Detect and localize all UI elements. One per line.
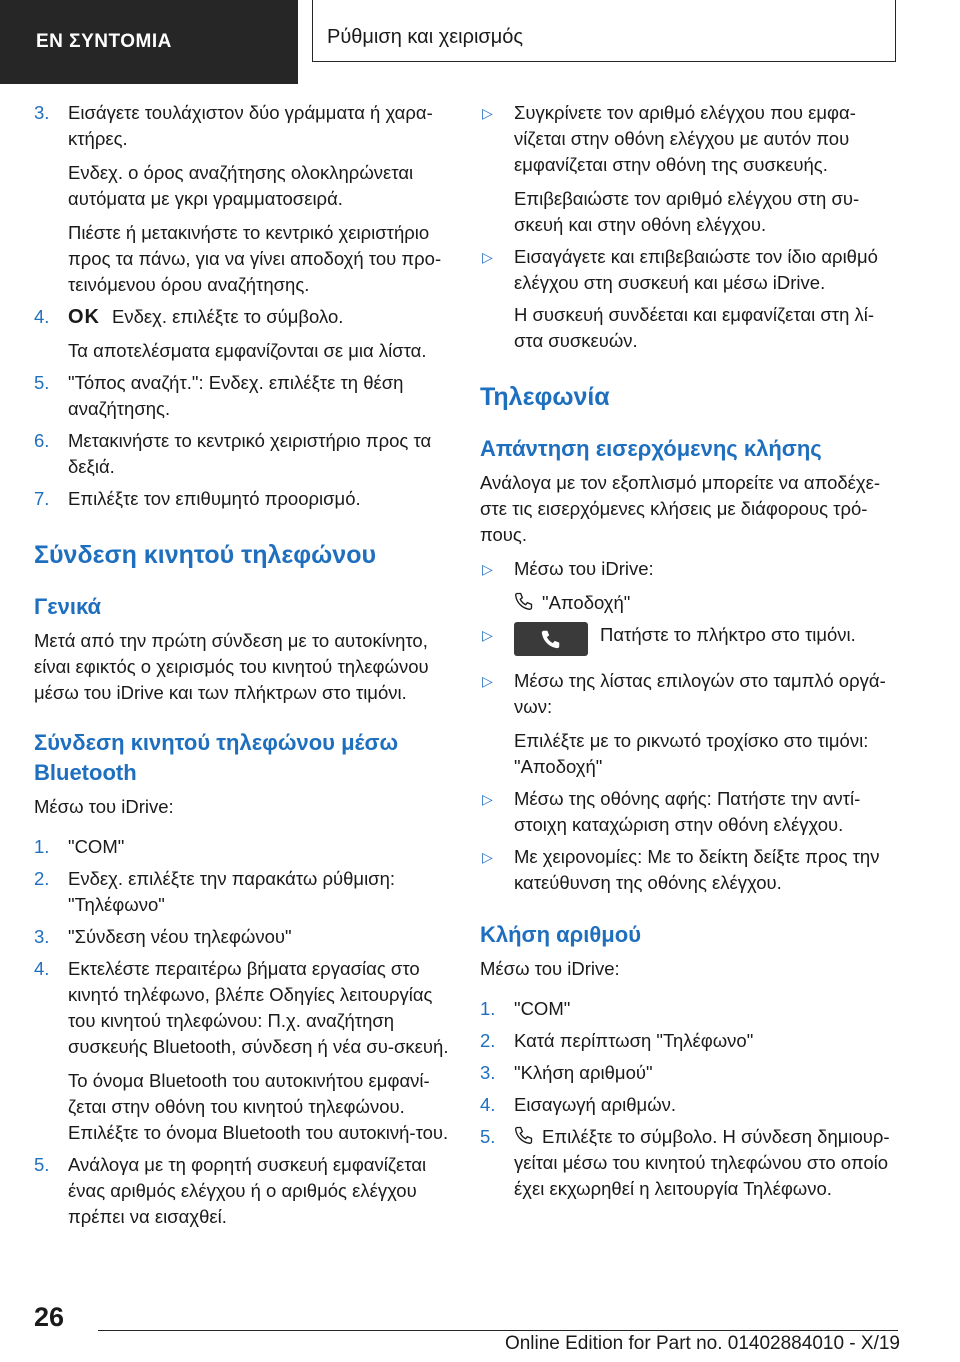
- list-item: [480, 1060, 900, 1086]
- bullet-triangle-icon: ▷: [482, 561, 493, 577]
- heading-connect-phone: Σύνδεση κινητού τηλεφώνου: [34, 541, 377, 569]
- section-tab: ΕΝ ΣΥΝΤΟΜΙΑ: [0, 0, 298, 84]
- call-steps: [480, 996, 900, 1202]
- step-number: 5.: [480, 1126, 496, 1147]
- step-text: "Σύνδεση νέου τηλεφώνου": [68, 926, 292, 947]
- step-text: Εκτελέστε περαιτέρω βήματα εργασίας στο κινητό τηλέφωνο, βλέπε Οδηγίες λειτουργίας του κινητού τηλεφώνου: Π.χ. αναζήτηση συσκευής Bluetooth, σύνδεση ή νέα συ-σκευή.: [68, 958, 449, 1057]
- bullet-triangle-icon: ▷: [482, 249, 493, 265]
- step-number: 4.: [480, 1094, 496, 1115]
- step-text: Ανάλογα με τη φορητή συσκευή εμφανίζεται ένας αριθμός ελέγχου ή ο αριθμός ελέγχου πρέπει να εισαχθεί.: [68, 1154, 427, 1227]
- list-item: [34, 486, 454, 512]
- paragraph-answer: Ανάλογα με τον εξοπλισμό μπορείτε να αποδέχε-στε τις εισερχόμενες κλήσεις με διάφορους τρό-πους.: [480, 472, 881, 545]
- list-item: [34, 428, 454, 480]
- heading-bluetooth: Σύνδεση κινητού τηλεφώνου μέσω Bluetooth: [34, 730, 399, 785]
- heading-general: Γενικά: [34, 594, 102, 619]
- bullet-item: [480, 668, 900, 780]
- bullet-triangle-icon: ▷: [482, 791, 493, 807]
- step-number: 6.: [34, 430, 50, 451]
- bullet-text: Μέσω της λίστας επιλογών στο ταμπλό οργά-νων:: [514, 670, 886, 717]
- bullet-text: Πατήστε το πλήκτρο στο τιμόνι.: [600, 624, 856, 645]
- step-text: Κατά περίπτωση "Τηλέφωνο": [514, 1030, 754, 1051]
- bullet-triangle-icon: ▷: [482, 849, 493, 865]
- page-number: 26: [34, 1302, 65, 1332]
- step-note: Τα αποτελέσματα εμφανίζονται σε μια λίστα.: [68, 340, 427, 361]
- bullet-item: [480, 786, 900, 838]
- list-item: [34, 370, 454, 422]
- step-text: "COM": [68, 836, 125, 857]
- bullet-item: [480, 622, 900, 656]
- step-note: Πιέστε ή μετακινήστε το κεντρικό χειριστήριο προς τα πάνω, για να γίνει αποδοχή του προ-τεινόμενου όρου αναζήτησης.: [68, 222, 442, 295]
- footer-edition: Online Edition for Part no. 01402884010 - X/19: [504, 1333, 900, 1354]
- page-header-title: Ρύθμιση και χειρισμός: [312, 0, 896, 62]
- step-number: 3.: [34, 102, 50, 123]
- list-item: [34, 956, 454, 1146]
- step-number: 5.: [34, 372, 50, 393]
- right-column: [480, 100, 900, 1208]
- list-item: [34, 866, 454, 918]
- step-number: 5.: [34, 1154, 50, 1175]
- ok-icon: OK: [68, 306, 100, 328]
- bullet-text: Εισαγάγετε και επιβεβαιώστε τον ίδιο αριθμό ελέγχου στη συσκευή και μέσω iDrive.: [514, 246, 878, 293]
- step-number: 7.: [34, 488, 50, 509]
- step-note: Ενδεχ. ο όρος αναζήτησης ολοκληρώνεται αυτόματα με γκρι γραμματοσειρά.: [68, 162, 414, 209]
- steering-phone-button-icon: [514, 622, 588, 656]
- step-text: "Κλήση αριθμού": [514, 1062, 653, 1083]
- step-text: "COM": [514, 998, 571, 1019]
- bullet-note: Επιλέξτε με το ρικνωτό τροχίσκο στο τιμόνι: "Αποδοχή": [514, 730, 869, 777]
- heading-telephony: Τηλεφωνία: [480, 383, 610, 411]
- step-number: 1.: [34, 836, 50, 857]
- list-item: [34, 304, 454, 364]
- list-item: [480, 1092, 900, 1118]
- step-text: Εισάγετε τουλάχιστον δύο γράμματα ή χαρα-κτήρες.: [68, 102, 433, 149]
- left-column: [34, 100, 454, 1236]
- bullet-item: [480, 844, 900, 896]
- step-text: Ενδεχ. επιλέξτε το σύμβολο.: [112, 306, 344, 327]
- accept-label: "Αποδοχή": [542, 592, 631, 613]
- step-text: Μετακινήστε το κεντρικό χειριστήριο προς τα δεξιά.: [68, 430, 432, 477]
- bullet-text: Με χειρονομίες: Με το δείκτη δείξτε προς την κατεύθυνση της οθόνης ελέγχου.: [514, 846, 880, 893]
- paragraph-general: Μετά από την πρώτη σύνδεση με το αυτοκίνητο, είναι εφικτός ο χειρισμός του κινητού τηλεφώνου μέσω του iDrive και των πλήκτρων στο τιμόνι.: [34, 630, 429, 703]
- bullet-triangle-icon: ▷: [482, 105, 493, 121]
- bullet-triangle-icon: ▷: [482, 627, 493, 643]
- step-text: "Τόπος αναζήτ.": Ενδεχ. επιλέξτε τη θέση αναζήτησης.: [68, 372, 404, 419]
- step-text: Ενδεχ. επιλέξτε την παρακάτω ρύθμιση: "Τηλέφωνο": [68, 868, 396, 915]
- step-number: 4.: [34, 958, 50, 979]
- step-number: 3.: [480, 1062, 496, 1083]
- phone-icon: [514, 591, 534, 611]
- step-text: Εισαγωγή αριθμών.: [514, 1094, 677, 1115]
- step-number: 2.: [34, 868, 50, 889]
- list-item: [480, 1028, 900, 1054]
- bullet-item: [480, 556, 900, 616]
- bullet-note: Επιβεβαιώστε τον αριθμό ελέγχου στη συ-σκευή και στην οθόνη ελέγχου.: [514, 188, 860, 235]
- list-item: [34, 100, 454, 298]
- bullet-text: Μέσω της οθόνης αφής: Πατήστε την αντί-στοιχη καταχώριση στην οθόνη ελέγχου.: [514, 788, 861, 835]
- paragraph-via-idrive: Μέσω του iDrive:: [34, 796, 174, 817]
- bullet-triangle-icon: ▷: [482, 673, 493, 689]
- paragraph-connected: Η συσκευή συνδέεται και εμφανίζεται στη λί-στα συσκευών.: [514, 304, 875, 351]
- phone-icon: [514, 1125, 534, 1145]
- bullet-text: Συγκρίνετε τον αριθμό ελέγχου που εμφα-νίζεται στην οθόνη ελέγχου με αυτόν που εμφανίζεται στην οθόνη της συσκευής.: [514, 102, 856, 175]
- footer-divider: [98, 1330, 898, 1331]
- bullet-item: [480, 244, 900, 296]
- heading-call-number: Κλήση αριθμού: [480, 922, 642, 947]
- step-note: Το όνομα Bluetooth του αυτοκινήτου εμφανί-ζεται στην οθόνη του κινητού τηλεφώνου. Επιλέξτε το όνομα Bluetooth του αυτοκινή-του.: [68, 1070, 449, 1143]
- heading-answer-call: Απάντηση εισερχόμενης κλήσης: [480, 436, 822, 461]
- list-item: [34, 834, 454, 860]
- bullet-text: Μέσω του iDrive:: [514, 558, 654, 579]
- list-item: [480, 996, 900, 1022]
- paragraph-via-idrive: Μέσω του iDrive:: [480, 958, 620, 979]
- phone-icon: [540, 628, 562, 650]
- list-item: [34, 1152, 454, 1230]
- list-item: [480, 1124, 900, 1202]
- list-item: [34, 924, 454, 950]
- step-number: 2.: [480, 1030, 496, 1051]
- step-number: 3.: [34, 926, 50, 947]
- step-text: Επιλέξτε τον επιθυμητό προορισμό.: [68, 488, 361, 509]
- step-number: 1.: [480, 998, 496, 1019]
- bullet-item: [480, 100, 900, 238]
- step-number: 4.: [34, 306, 50, 327]
- step-text: Επιλέξτε το σύμβολο. Η σύνδεση δημιουρ-γείται μέσω του κινητού τηλεφώνου στο οποίο έχει εκχωρηθεί η λειτουργία Τηλέφωνο.: [514, 1126, 890, 1199]
- bluetooth-steps: [34, 834, 454, 1230]
